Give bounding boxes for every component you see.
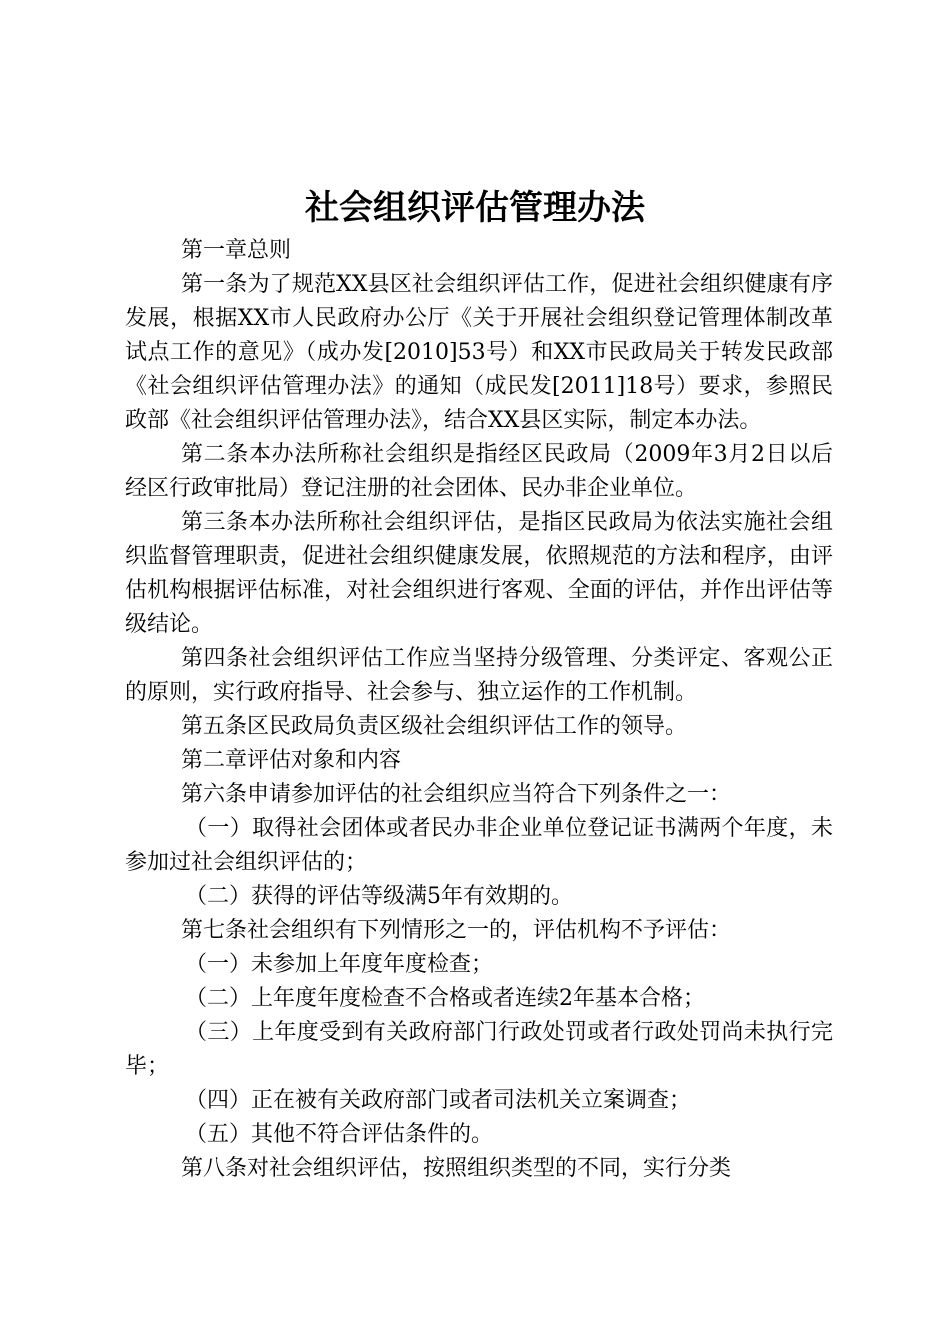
list-item: （四）正在被有关政府部门或者司法机关立案调查； — [185, 1088, 692, 1113]
article-paragraph: 第二条本办法所称社会组织是指经区民政局（2009年3月2日以后经区行政审批局）登记注册的社会团体、民办非企业单位。 — [125, 442, 833, 501]
article-paragraph: 第七条社会组织有下列情形之一的，评估机构不予评估： — [181, 918, 732, 943]
list-item: （一）未参加上年度年度检查； — [185, 952, 494, 977]
list-item: （二）获得的评估等级满5年有效期的。 — [185, 884, 573, 909]
article-paragraph: 第五条区民政局负责区级社会组织评估工作的领导。 — [181, 714, 688, 739]
article-paragraph: 第三条本办法所称社会组织评估，是指区民政局为依法实施社会组织监督管理职责，促进社会组织健康发展，依照规范的方法和程序，由评估机构根据评估标准，对社会组织进行客观、全面的评估，并作出评估等级结论。 — [125, 510, 833, 637]
article-paragraph: 第六条申请参加评估的社会组织应当符合下列条件之一： — [181, 782, 732, 807]
list-item: （三）上年度受到有关政府部门行政处罚或者行政处罚尚未执行完毕； — [125, 1020, 833, 1079]
article-paragraph: 第八条对社会组织评估，按照组织类型的不同，实行分类 — [181, 1156, 732, 1181]
article-paragraph: 第四条社会组织评估工作应当坚持分级管理、分类评定、客观公正的原则，实行政府指导、社会参与、独立运作的工作机制。 — [125, 646, 833, 705]
chapter-heading: 第一章总则 — [181, 238, 292, 263]
article-paragraph: 第一条为了规范XX县区社会组织评估工作，促进社会组织健康有序发展，根据XX市人民政府办公厅《关于开展社会组织登记管理体制改革试点工作的意见》（成办发[2010]53号）和XX市民政局关于转发民政部《社会组织评估管理办法》的通知（成民发[2011]18号）要求，参照民政部《社会组织评估管理办法》，结合XX县区实际，制定本办法。 — [125, 272, 833, 433]
list-item: （一）取得社会团体或者民办非企业单位登记证书满两个年度，未参加过社会组织评估的； — [125, 816, 833, 875]
document-title: 社会组织评估管理办法 — [305, 188, 645, 228]
list-item: （二）上年度年度检查不合格或者连续2年基本合格； — [185, 986, 705, 1011]
chapter-heading: 第二章评估对象和内容 — [181, 748, 402, 773]
document-body — [125, 234, 833, 1186]
list-item: （五）其他不符合评估条件的。 — [185, 1122, 494, 1147]
